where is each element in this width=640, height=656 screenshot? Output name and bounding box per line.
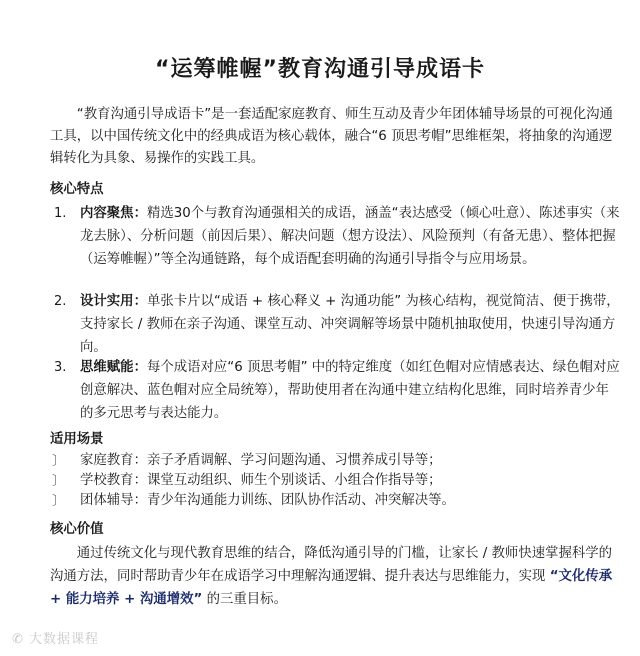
- scene-item-1: [80, 450, 620, 472]
- scenes-heading: 适用场景: [50, 432, 104, 447]
- feature-sep-3: ：: [133, 360, 147, 375]
- feature-number-1: 1.: [54, 206, 67, 221]
- feature-sep-1: ：: [133, 206, 147, 221]
- document-title: “运筹帷幄”教育沟通引导成语卡: [155, 57, 485, 82]
- intro-paragraph: “教育沟通引导成语卡”是一套适配家庭教育、师生互动及青少年团体辅导场景的可视化沟通工具，以中国传统文化中的经典成语为核心载体，融合“6 顶思考帽”思维框架，将抽象的沟通逻辑转化为具象、易操作的实践工具。: [50, 107, 613, 166]
- feature-sep-2: ：: [133, 294, 147, 309]
- bracket-icon: 〕: [52, 454, 66, 469]
- feature-item-3: [80, 356, 620, 425]
- bracket-icon: 〕: [52, 474, 66, 489]
- feature-label-2: 设计实用: [80, 294, 134, 309]
- value-paragraph: [50, 542, 618, 611]
- scene-label-3: 团体辅导: [80, 493, 134, 508]
- feature-text-3: 每个成语对应“6 顶思考帽” 中的特定维度（如红色帽对应情感表达、绿色帽对应创意解决、蓝色帽对应全局统筹），帮助使用者在沟通中建立结构化思维，同时培养青少年的多元思考与表达能力。: [80, 360, 620, 421]
- scene-label-2: 学校教育: [80, 473, 134, 488]
- value-heading: 核心价值: [50, 522, 104, 537]
- value-text-before: 通过传统文化与现代教育思维的结合，降低沟通引导的门槛，让家长 / 教师快速掌握科学的沟通方法，同时帮助青少年在成语学习中理解沟通逻辑、提升表达与思维能力，实现: [50, 546, 613, 584]
- scene-item-3: [80, 490, 620, 512]
- bracket-icon: 〕: [52, 494, 66, 509]
- feature-number-2: 2.: [54, 294, 67, 309]
- value-highlight: “文化传承 + 能力培养 + 沟通增效”: [50, 569, 613, 607]
- scene-text-3: ：青少年沟通能力训练、团队协作活动、冲突解决等。: [133, 493, 455, 508]
- feature-text-1: 精选30个与教育沟通强相关的成语，涵盖“表达感受（倾心吐意）、陈述事实（来龙去脉）、分析问题（前因后果）、解决问题（想方设法）、风险预判（有备无患）、整体把握（运筹帷幄）”等全沟通链路，每个成语配套明确的沟通引导指令与应用场景。: [80, 206, 620, 267]
- scene-text-2: ：课堂互动组织、师生个别谈话、小组合作指导等；: [133, 473, 442, 488]
- feature-item-2: [80, 290, 620, 359]
- value-text-after: 的三重目标。: [202, 592, 287, 607]
- watermark: ✆ 大数据课程: [12, 632, 100, 647]
- feature-number-3: 3.: [54, 360, 67, 375]
- scene-text-1: ：亲子矛盾调解、学习问题沟通、习惯养成引导等；: [133, 453, 442, 468]
- scene-label-1: 家庭教育: [80, 453, 134, 468]
- feature-item-1: [80, 202, 620, 271]
- feature-label-3: 思维赋能: [80, 360, 134, 375]
- scene-item-2: [80, 470, 620, 492]
- feature-text-2: 单张卡片以“成语 + 核心释义 + 沟通功能” 为核心结构，视觉简洁、便于携带，支持家长 / 教师在亲子沟通、课堂互动、冲突调解等场景中随机抽取使用，快速引导沟通方向。: [80, 294, 620, 355]
- feature-label-1: 内容聚焦: [80, 206, 134, 221]
- features-heading: 核心特点: [50, 182, 104, 197]
